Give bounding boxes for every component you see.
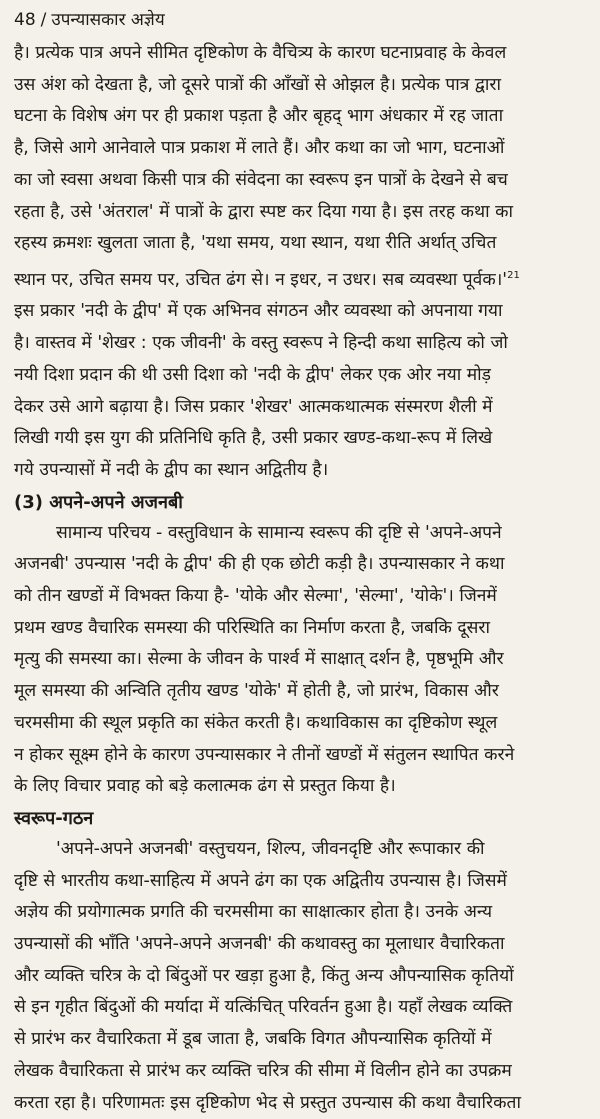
text-line: करता रहा है। परिणामतः इस दृष्टिकोण भेद से प्रस्तुत उपन्यास की कथा वैचारिकता [14, 1092, 521, 1113]
text-line: इस प्रकार 'नदी के द्वीप' में एक अभिनव संगठन और व्यवस्था को अपनाया गया [14, 301, 503, 322]
text-line: का जो स्वसा अथवा किसी पात्र की संवेदना का स्वरूप इन पात्रों के देखने से बच [14, 169, 508, 190]
text-line: को तीन खण्डों में विभक्त किया है- 'योके और सेल्मा', 'सेल्मा', 'योके'। जिनमें [14, 586, 497, 607]
text-line: न होकर सूक्ष्म होने के कारण उपन्यासकार ने तीनों खण्डों में संतुलन स्थापित करने [14, 744, 515, 765]
line-text: स्थान पर, उचित समय पर, उचित ढंग से। न इधर, न उधर। सब व्यवस्था पूर्वक।' [14, 269, 508, 290]
text-line: नयी दिशा प्रदान की थी उसी दिशा को 'नदी के द्वीप' लेकर एक ओर नया मोड़ [14, 364, 491, 385]
text-line: लिखी गयी इस युग की प्रतिनिधि कृति है, उसी प्रकार खण्ड-कथा-रूप में लिखे [14, 428, 493, 449]
text-line: उस अंश को देखता है, जो दूसरे पात्रों की आँखों से ओझल है। प्रत्येक पात्र द्वारा [14, 74, 501, 95]
text-line: दृष्टि से भारतीय कथा-साहित्य में अपने ढंग का एक अद्वितीय उपन्यास है। जिसमें [14, 870, 507, 891]
text-line: चरमसीमा की स्थूल प्रकृति का संकेत करती है। कथाविकास का दृष्टिकोण स्थूल [14, 712, 498, 733]
text-line: अज्ञेय की प्रयोगात्मक प्रगति की चरमसीमा का साक्षात्कार होता है। उनके अन्य [14, 902, 493, 923]
footnote-ref: 21 [507, 269, 520, 281]
text-line: 'अपने-अपने अजनबी' वस्तुचयन, शिल्प, जीवनदृष्टि और रूपाकार की [56, 838, 485, 859]
text-line: है। वास्तव में 'शेखर : एक जीवनी' के वस्तु स्वरूप ने हिन्दी कथा साहित्य को जो [14, 333, 508, 354]
text-line: है। प्रत्येक पात्र अपने सीमित दृष्टिकोण के वैचित्र्य के कारण घटनाप्रवाह के केवल [14, 43, 507, 63]
text-line [14, 260, 587, 297]
text-line: रहस्य क्रमशः खुलता जाता है, 'यथा समय, यथा स्थान, यथा रीति अर्थात् उचित [14, 233, 497, 254]
paragraph-1 [14, 38, 587, 487]
text-line: लेखक वैचारिकता से प्रारंभ कर व्यक्ति चरित्र की सीमा में विलीन होने का उपक्रम [14, 1060, 512, 1081]
section-heading: (3) अपने-अपने अजनबी [14, 491, 183, 513]
text-line: गये उपन्यासों में नदी के द्वीप का स्थान अद्वितीय है। [14, 459, 329, 480]
text-line: मृत्यु की समस्या का। सेल्मा के जीवन के पार्श्व में साक्षात् दर्शन है, पृष्ठभूमि और [14, 649, 504, 670]
header-separator: / [40, 10, 47, 30]
text-line: उपन्यासों की भाँति 'अपने-अपने अजनबी' की कथावस्तु का मूलाधार वैचारिकता [14, 934, 505, 955]
page-number: 48 [14, 10, 36, 30]
text-line: के लिए विचार प्रवाह को बड़े कलात्मक ढंग से प्रस्तुत किया है। [14, 776, 396, 797]
text-line: सामान्य परिचय - वस्तुविधान के सामान्य स्वरूप की दृष्टि से 'अपने-अपने [56, 522, 502, 543]
text-line: देकर उसे आगे बढ़ाया है। जिस प्रकार 'शेखर' आत्मकथात्मक संस्मरण शैली में [14, 396, 493, 417]
text-line: रहता है, उसे 'अंतराल' में पात्रों के द्वारा स्पष्ट कर दिया गया है। इस तरह कथा का [14, 201, 513, 222]
text-line: प्रथम खण्ड वैचारिक समस्या की परिस्थिति का निर्माण करता है, जबकि दूसरा [14, 617, 490, 638]
text-line: अजनबी' उपन्यास 'नदी के द्वीप' की ही एक छोटी कड़ी है। उपन्यासकार ने कथा [14, 554, 505, 575]
subsection-heading: स्वरूप-गठन [14, 807, 94, 829]
text-line: से प्रारंभ कर वैचारिकता में डूब जाता है, जबकि विगत औपन्यासिक कृतियों में [14, 1029, 492, 1050]
running-header [14, 8, 587, 38]
text-line: है, जिसे आगे आनेवाले पात्र प्रकाश में लाते हैं। और कथा का जो भाग, घटनाओं [14, 138, 505, 159]
paragraph-3 [14, 834, 587, 1119]
paragraph-2 [14, 518, 587, 803]
text-line: मूल समस्या की अन्विति तृतीय खण्ड 'योके' में होती है, जो प्रारंभ, विकास और [14, 681, 499, 702]
book-title: उपन्यासकार अज्ञेय [51, 10, 165, 30]
text-line: घटना के विशेष अंग पर ही प्रकाश पड़ता है और बृहद् भाग अंधकार में रह जाता [14, 106, 504, 127]
text-line: से इन गृहीत बिंदुओं की मर्यादा में यत्किंचित् परिवर्तन हुआ है। यहाँ लेखक व्यक्ति [14, 997, 513, 1018]
text-line: और व्यक्ति चरित्र के दो बिंदुओं पर खड़ा हुआ है, किंतु अन्य औपन्यासिक कृतियों [14, 965, 514, 986]
